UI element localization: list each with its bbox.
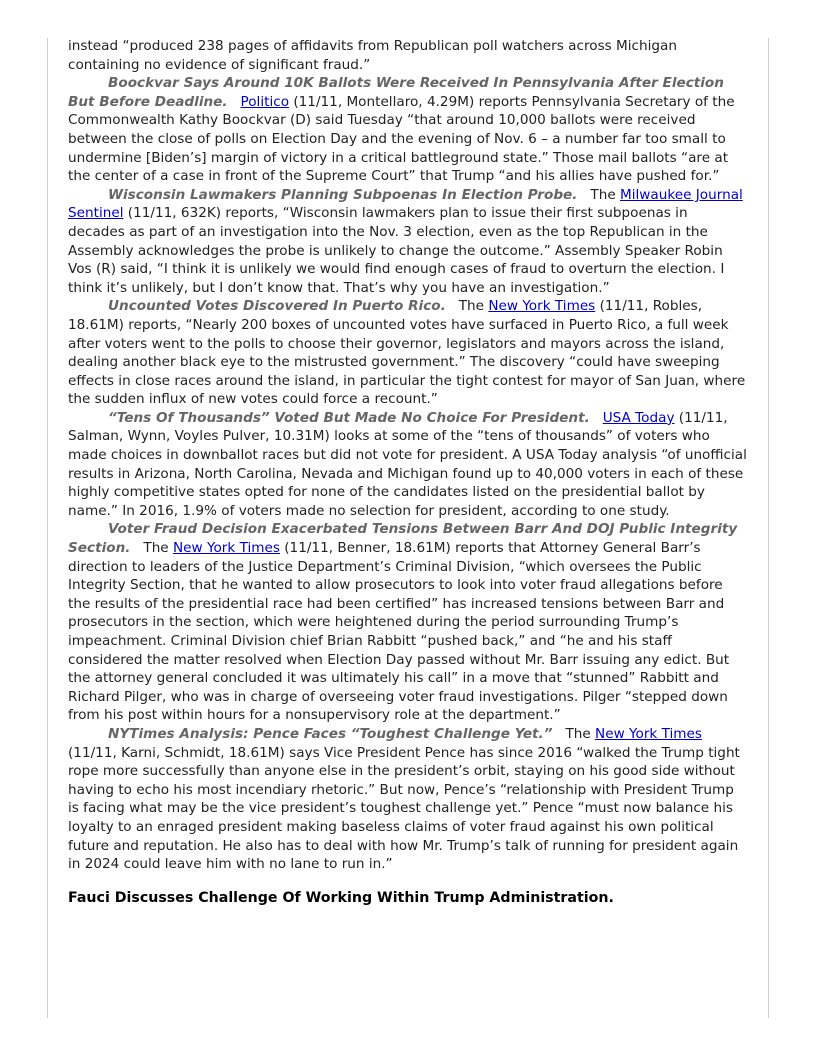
source-link-new-york-times[interactable]: New York Times	[595, 725, 702, 742]
article-lead: The	[458, 298, 489, 315]
article-body: (11/11, Montellaro, 4.29M) reports Pennsylvania Secretary of the Commonwealth Kathy Boockvar (D) said Tuesday “that around 10,000 ballots were received between the close of polls on Election Day and the evening of Nov. 6 – a number far too small to undermine [Biden’s] margin of victory in a critical battleground state.” Those mail ballots “are at the center of a case in front of the Supreme Court” that Trump “and his allies have pushed for.”	[68, 93, 735, 185]
article-headline: Wisconsin Lawmakers Planning Subpoenas In Election Probe.	[108, 186, 578, 203]
document-body	[68, 37, 748, 907]
article-puerto-rico	[68, 297, 748, 409]
article-pence-analysis	[68, 725, 748, 874]
article-boockvar	[68, 74, 748, 186]
source-link-new-york-times[interactable]: New York Times	[488, 298, 596, 315]
article-wisconsin	[68, 186, 748, 298]
intro-paragraph: instead “produced 238 pages of affidavits from Republican poll watchers across Michigan containing no evidence of significant fraud.”	[68, 38, 677, 73]
article-lead: The	[590, 186, 621, 203]
article-lead: The	[565, 725, 596, 742]
article-headline: Boockvar Says Around 10K Ballots Were Received In Pennsylvania After Election But Before Deadline.	[68, 75, 724, 110]
article-headline: Voter Fraud Decision Exacerbated Tensions Between Barr And DOJ Public Integrity Section.	[68, 521, 738, 557]
article-body: (11/11, Robles, 18.61M) reports, “Nearly 200 boxes of uncounted votes have surfaced in Puerto Rico, a full week after voters went to the polls to choose their governor, legislators and mayors across the island, dealing another black eye to the mistrusted government.” The discovery “could have sweeping effects in close races around the island, in particular the tight contest for mayor of San Juan, where the sudden influx of new votes could force a recount.”	[68, 298, 746, 408]
article-voter-fraud-decision	[68, 520, 748, 725]
article-body: (11/11, 632K) reports, “Wisconsin lawmakers plan to issue their first subpoenas in decades as part of an investigation into the Nov. 3 election, even as the top Republican in the Assembly acknowledges the probe is unlikely to change the outcome.” Assembly Speaker Robin Vos (R) said, “I think it is unlikely we would find enough cases of fraud to overturn the election. I think it’s unlikely, but I don’t know that. That’s why you have an investigation.”	[68, 205, 725, 296]
article-lead: The	[143, 540, 173, 557]
source-link-milwaukee-journal-sentinel[interactable]: Milwaukee Journal Sentinel	[68, 186, 743, 222]
article-body: (11/11, Salman, Wynn, Voyles Pulver, 10.31M) looks at some of the “tens of thousands” of voters who made choices in downballot races but did not vote for president. A USA Today analysis “of unofficial results in Arizona, North Carolina, Nevada and Michigan found up to 40,000 voters in each of these highly competitive states opted for none of the candidates listed on the presidential ballot by name.” In 2016, 1.9% of voters made no selection for president, according to one study.	[68, 409, 747, 519]
page-border-left	[47, 38, 48, 1018]
article-headline: NYTimes Analysis: Pence Faces “Toughest Challenge Yet.”	[108, 725, 553, 742]
source-link-usa-today[interactable]: USA Today	[602, 409, 675, 426]
article-headline: Uncounted Votes Discovered In Puerto Rico.	[108, 298, 446, 315]
article-tens-of-thousands	[68, 409, 748, 521]
article-body: (11/11, Benner, 18.61M) reports that Attorney General Barr’s direction to leaders of the Justice Department’s Criminal Division, “which oversees the Public Integrity Section, that he wanted to allow prosecutors to look into voter fraud allegations before the results of the presidential race had been certified” has increased tensions between Barr and prosecutors in the section, which were heightened during the period surrounding Trump’s impeachment. Criminal Division chief Brian Rabbitt “pushed back,” and “he and his staff considered the matter resolved when Election Day passed without Mr. Barr issuing any edict. But the attorney general concluded it was ultimately his call” in a move that “stunned” Rabbitt and Richard Pilger, who was in charge of overseeing voter fraud investigations. Pilger “stepped down from his post within hours for a nonsupervisory role at the department.”	[68, 540, 730, 724]
source-link-new-york-times[interactable]: New York Times	[173, 540, 280, 557]
source-link-politico[interactable]: Politico	[240, 93, 290, 110]
section-heading-fauci: Fauci Discusses Challenge Of Working Within Trump Administration.	[68, 889, 614, 906]
article-headline: “Tens Of Thousands” Voted But Made No Choice For President.	[108, 409, 590, 426]
page-border-right	[768, 38, 769, 1018]
article-body: (11/11, Karni, Schmidt, 18.61M) says Vice President Pence has since 2016 “walked the Trump tight rope more successfully than anyone else in the president’s orbit, staying on his good side without having to echo his most incendiary rhetoric.” But now, Pence’s “relationship with President Trump is facing what may be the vice president’s toughest challenge yet.” Pence “must now balance his loyalty to an enraged president making baseless claims of voter fraud against his own political future and reputation. He also has to deal with how Mr. Trump’s talk of running for president again in 2024 could leave him with no lane to run in.”	[68, 744, 740, 873]
